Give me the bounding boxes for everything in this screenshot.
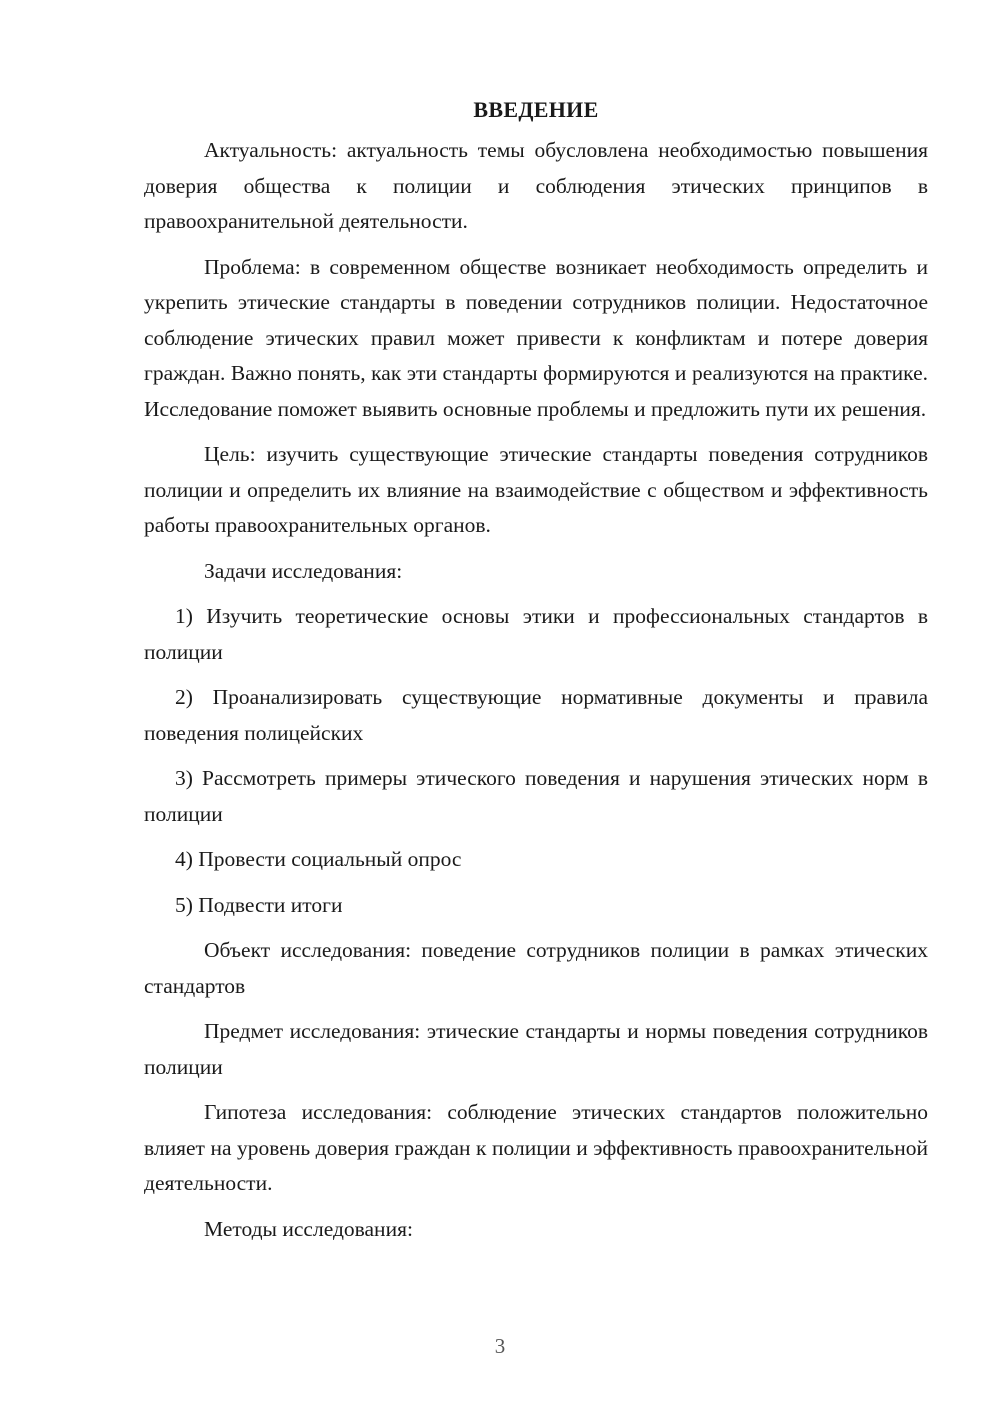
paragraph-relevance: Актуальность: актуальность темы обусловлена необходимостью повышения доверия общества к полиции и соблюдения этических принципов в правоохранительной деятельности. bbox=[144, 138, 928, 233]
page-number: 3 bbox=[494, 1334, 506, 1358]
paragraph-subject: Предмет исследования: этические стандарты и нормы поведения сотрудников полиции bbox=[144, 1019, 928, 1079]
paragraph-tasks-intro: Задачи исследования: bbox=[204, 558, 403, 583]
paragraph-methods-intro: Методы исследования: bbox=[204, 1216, 413, 1241]
task-item-4: 4) Провести социальный опрос bbox=[175, 847, 462, 871]
paragraph-object: Объект исследования: поведение сотрудников полиции в рамках этических стандартов bbox=[144, 938, 928, 998]
paragraph-hypothesis: Гипотеза исследования: соблюдение этических стандартов положительно влияет на уровень доверия граждан к полиции и эффективность правоохранительной деятельности. bbox=[144, 1100, 928, 1195]
document-page bbox=[144, 92, 928, 1257]
task-item-1: 1) Изучить теоретические основы этики и профессиональных стандартов в полиции bbox=[144, 604, 928, 664]
task-item-2: 2) Проанализировать существующие нормативные документы и правила поведения полицейских bbox=[144, 685, 928, 745]
task-item-5: 5) Подвести итоги bbox=[175, 892, 343, 917]
task-item-3: 3) Рассмотреть примеры этического поведения и нарушения этических норм в полиции bbox=[144, 766, 928, 826]
section-heading: ВВЕДЕНИЕ bbox=[473, 97, 599, 122]
paragraph-goal: Цель: изучить существующие этические стандарты поведения сотрудников полиции и определить их влияние на взаимодействие с обществом и эффективность работы правоохранительных органов. bbox=[144, 442, 928, 537]
paragraph-problem: Проблема: в современном обществе возникает необходимость определить и укрепить этические стандарты в поведении сотрудников полиции. Недостаточное соблюдение этических правил может привести к конфликтам и потере доверия граждан. Важно понять, как эти стандарты формируются и реализуются на практике. Исследование поможет выявить основные проблемы и предложить пути их решения. bbox=[144, 254, 928, 421]
